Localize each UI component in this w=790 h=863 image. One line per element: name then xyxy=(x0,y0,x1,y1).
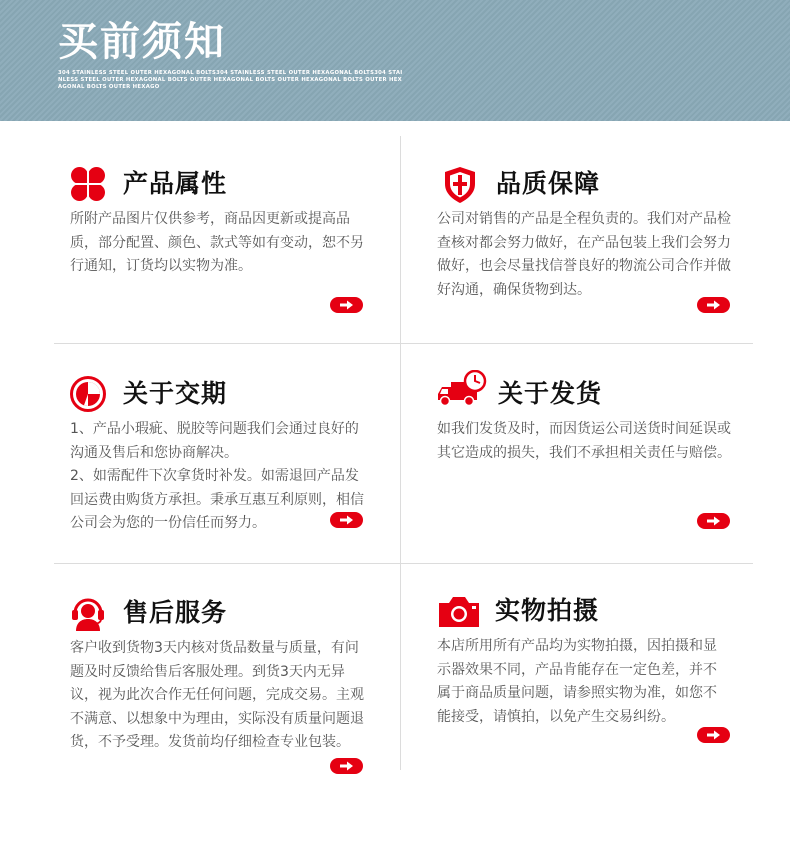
banner-subtitle: 304 STAINLESS STEEL OUTER HEXAGONAL BOLTS304 STAINLESS STEEL OUTER HEXAGONAL BOLTS304 STAINLESS STEEL OUTER HEXAGONAL BOLTS OUTER HEXAGONAL BOLTS OUTER HEXAGONAL BOLTS OUTER HEXAGONAL BOLTS OUTER HEXAGO xyxy=(58,70,403,90)
section-body xyxy=(437,418,737,465)
section-body xyxy=(70,637,368,755)
more-arrow-button[interactable] xyxy=(697,513,730,529)
camera-icon xyxy=(437,595,481,629)
section-paragraph: 本店所用所有产品均为实物拍摄，因拍摄和显示器效果不同，产品肯能存在一定色差，并不属于商品质量问题，请参照实物为准，如您不能接受，请慎拍，以免产生交易纠纷。 xyxy=(437,638,717,725)
header-banner xyxy=(0,0,790,121)
clock-icon xyxy=(70,376,106,412)
truck-icon xyxy=(437,370,487,410)
more-arrow-button[interactable] xyxy=(697,727,730,743)
section-paragraph: 客户收到货物3天内核对货品数量与质量，有问题及时反馈给售后客服处理。到货3天内无异议，视为此次合作无任何问题，完成交易。主观不满意、以想象中为理由，实际没有质量问题退货，不予受理。发货前均仔细检查专业包装。 xyxy=(70,640,364,750)
section-title: 售后服务 xyxy=(123,598,228,627)
section-body xyxy=(437,208,737,302)
section-body xyxy=(70,208,368,279)
section-title: 品质保障 xyxy=(496,169,601,198)
section-title: 实物拍摄 xyxy=(495,596,600,625)
section-body xyxy=(437,635,727,729)
section-paragraph: 1、产品小瑕疵、脱胶等问题我们会通过良好的沟通及售后和您协商解决。 xyxy=(70,421,359,461)
more-arrow-button[interactable] xyxy=(330,297,363,313)
column-divider xyxy=(400,136,401,770)
row-divider xyxy=(54,563,753,564)
section-paragraph: 所附产品图片仅供参考，商品因更新或提高品质，部分配置、颜色、款式等如有变动，恕不另行通知，订货均以实物为准。 xyxy=(70,211,364,274)
more-arrow-button[interactable] xyxy=(330,758,363,774)
section-paragraph: 2、如需配件下次拿货时补发。如需退回产品发回运费由购货方承担。秉承互惠互利原则，相信公司会为您的一份信任而努力。 xyxy=(70,468,364,531)
section-title: 关于交期 xyxy=(123,379,228,408)
section-body xyxy=(70,418,364,536)
row-divider xyxy=(54,343,753,344)
shield-icon xyxy=(442,166,478,202)
banner-title: 买前须知 xyxy=(58,19,226,65)
more-arrow-button[interactable] xyxy=(697,297,730,313)
section-title: 关于发货 xyxy=(498,379,603,408)
clover-icon xyxy=(70,166,106,202)
section-title: 产品属性 xyxy=(123,169,228,198)
section-paragraph: 如我们发货及时，而因货运公司送货时间延误或其它造成的损失，我们不承担相关责任与赔偿。 xyxy=(437,421,731,461)
headset-icon xyxy=(70,595,106,631)
more-arrow-button[interactable] xyxy=(330,512,363,528)
section-paragraph: 公司对销售的产品是全程负责的。我们对产品检查核对都会努力做好，在产品包装上我们会努力做好，也会尽量找信誉良好的物流公司合作并做好沟通，确保货物到达。 xyxy=(437,211,731,298)
